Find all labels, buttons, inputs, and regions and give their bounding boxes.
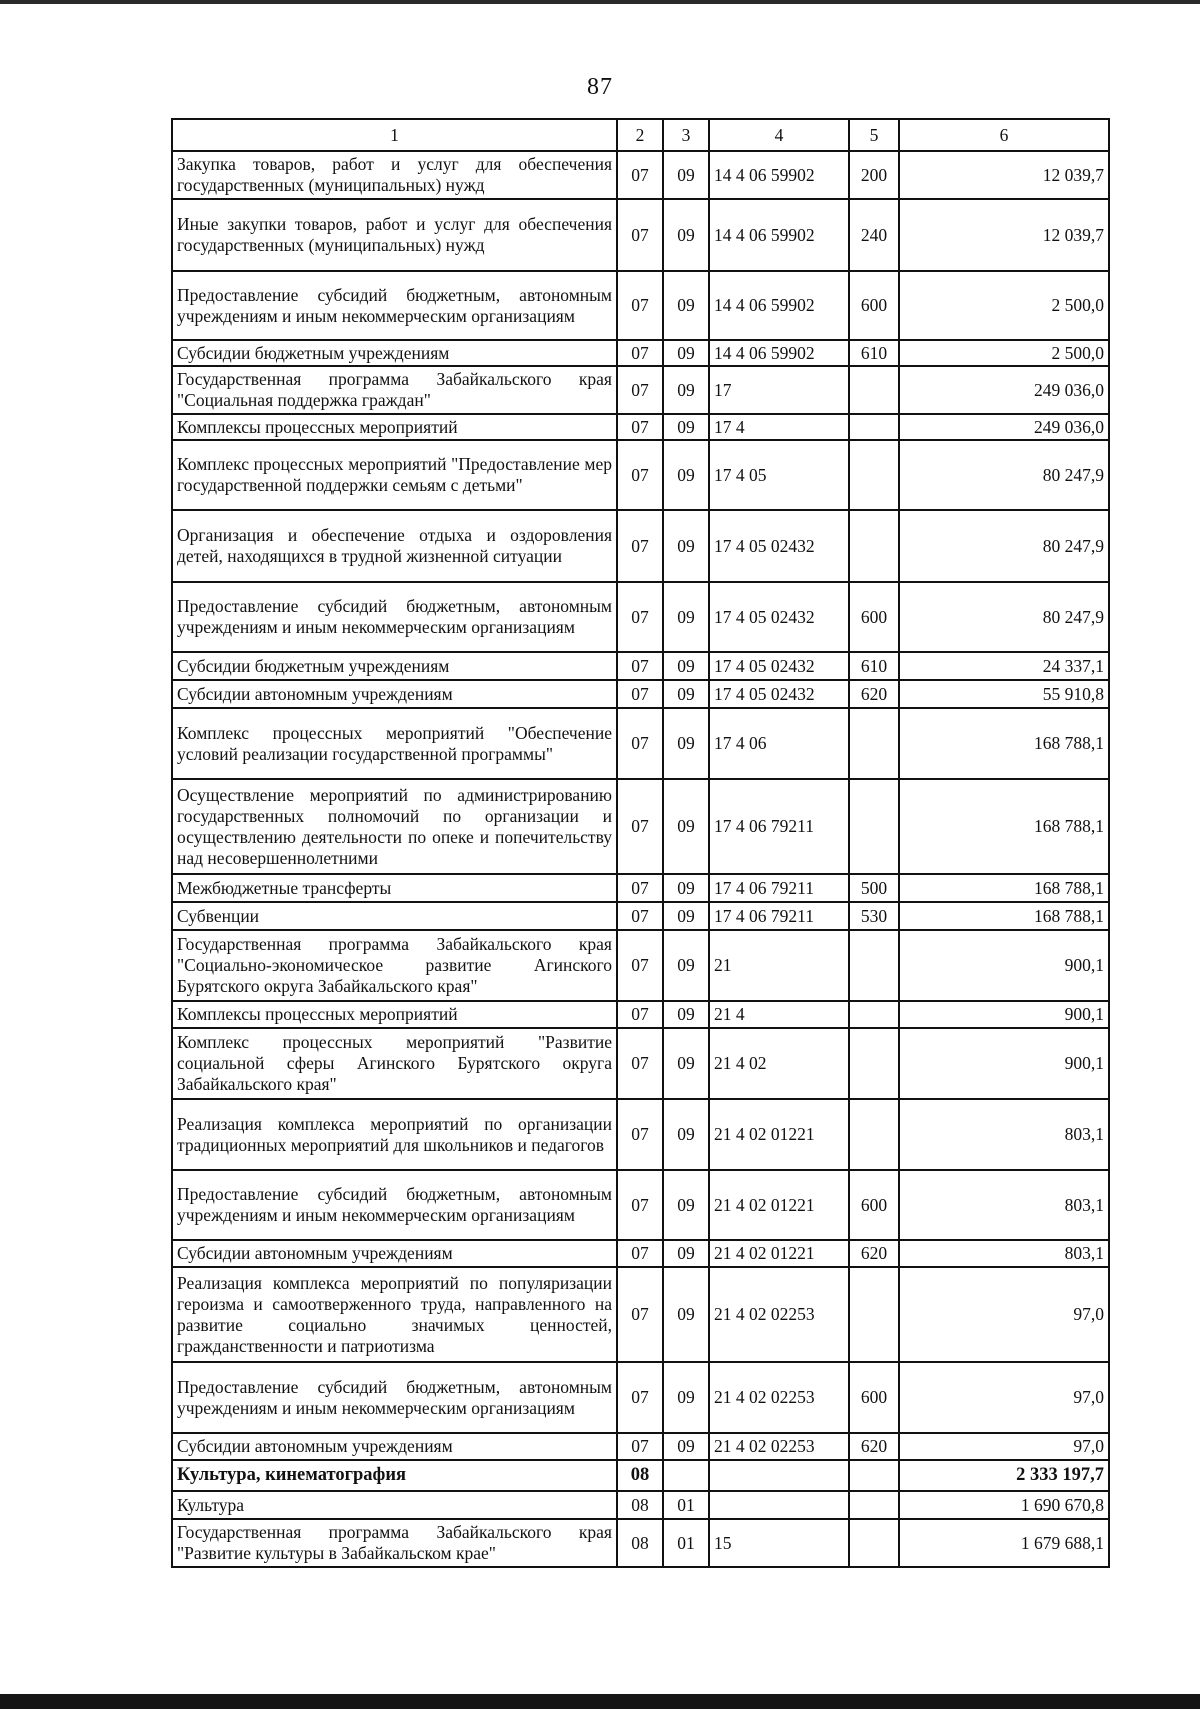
target-article-cell: 15 — [709, 1519, 849, 1567]
amount-cell: 249 036,0 — [899, 414, 1109, 440]
target-article-cell: 17 4 06 79211 — [709, 779, 849, 874]
table-row — [172, 779, 1109, 874]
expense-type-cell: 600 — [849, 271, 899, 340]
amount-cell: 1 679 688,1 — [899, 1519, 1109, 1567]
expense-type-cell: 530 — [849, 902, 899, 930]
expense-type-cell — [849, 1519, 899, 1567]
expense-type-cell: 500 — [849, 874, 899, 902]
amount-cell: 168 788,1 — [899, 902, 1109, 930]
amount-cell: 24 337,1 — [899, 652, 1109, 680]
subsection-cell: 09 — [663, 582, 709, 652]
subsection-cell: 09 — [663, 366, 709, 414]
table-row — [172, 652, 1109, 680]
row-name-cell: Предоставление субсидий бюджетным, автономным учреждениям и иным некоммерческим организациям — [172, 1362, 617, 1433]
section-cell: 07 — [617, 340, 663, 366]
row-name-cell: Культура — [172, 1491, 617, 1519]
amount-cell: 803,1 — [899, 1099, 1109, 1170]
target-article-cell: 14 4 06 59902 — [709, 340, 849, 366]
target-article-cell: 17 4 05 02432 — [709, 680, 849, 708]
section-cell: 07 — [617, 1170, 663, 1240]
row-name-cell: Государственная программа Забайкальского края "Социальная поддержка граждан" — [172, 366, 617, 414]
table-row — [172, 1491, 1109, 1519]
section-cell: 07 — [617, 708, 663, 779]
subsection-cell: 09 — [663, 1001, 709, 1028]
table-row — [172, 1433, 1109, 1460]
budget-table — [171, 118, 1110, 1568]
expense-type-cell — [849, 414, 899, 440]
amount-cell: 249 036,0 — [899, 366, 1109, 414]
row-name-cell: Предоставление субсидий бюджетным, автономным учреждениям и иным некоммерческим организациям — [172, 1170, 617, 1240]
subsection-cell: 09 — [663, 708, 709, 779]
row-name-cell: Государственная программа Забайкальского края "Социально-экономическое развитие Агинского Бурятского округа Забайкальского края" — [172, 930, 617, 1001]
subsection-cell: 09 — [663, 874, 709, 902]
bottom-scan-edge — [0, 1694, 1200, 1709]
page-number: 87 — [587, 74, 613, 100]
header-cell: 6 — [899, 119, 1109, 151]
section-cell: 07 — [617, 680, 663, 708]
amount-cell: 55 910,8 — [899, 680, 1109, 708]
subsection-cell: 09 — [663, 199, 709, 271]
subsection-cell: 01 — [663, 1519, 709, 1567]
header-cell: 5 — [849, 119, 899, 151]
row-name-cell: Субсидии автономным учреждениям — [172, 680, 617, 708]
table-row — [172, 1001, 1109, 1028]
row-name-cell: Субсидии бюджетным учреждениям — [172, 340, 617, 366]
amount-cell: 900,1 — [899, 1001, 1109, 1028]
table-row — [172, 510, 1109, 582]
section-cell: 07 — [617, 652, 663, 680]
table-row — [172, 874, 1109, 902]
subsection-cell: 09 — [663, 414, 709, 440]
subsection-cell: 01 — [663, 1491, 709, 1519]
header-cell: 2 — [617, 119, 663, 151]
table-row — [172, 414, 1109, 440]
expense-type-cell: 610 — [849, 652, 899, 680]
target-article-cell — [709, 1460, 849, 1491]
table-row — [172, 271, 1109, 340]
target-article-cell: 14 4 06 59902 — [709, 271, 849, 340]
amount-cell: 80 247,9 — [899, 440, 1109, 510]
expense-type-cell — [849, 1460, 899, 1491]
expense-type-cell: 610 — [849, 340, 899, 366]
section-cell: 07 — [617, 271, 663, 340]
expense-type-cell — [849, 930, 899, 1001]
table-row — [172, 1460, 1109, 1491]
target-article-cell: 21 4 02 01221 — [709, 1099, 849, 1170]
amount-cell: 168 788,1 — [899, 708, 1109, 779]
table-row — [172, 708, 1109, 779]
section-cell: 08 — [617, 1460, 663, 1491]
expense-type-cell: 600 — [849, 1362, 899, 1433]
table-row — [172, 1240, 1109, 1267]
row-name-cell: Осуществление мероприятий по администрированию государственных полномочий по организации и осуществлению деятельности по опеке и попечительству над несовершеннолетними — [172, 779, 617, 874]
row-name-cell: Культура, кинематография — [172, 1460, 617, 1491]
amount-cell: 803,1 — [899, 1170, 1109, 1240]
target-article-cell — [709, 1491, 849, 1519]
subsection-cell: 09 — [663, 680, 709, 708]
row-name-cell: Межбюджетные трансферты — [172, 874, 617, 902]
section-cell: 07 — [617, 1267, 663, 1362]
row-name-cell: Организация и обеспечение отдыха и оздоровления детей, находящихся в трудной жизненной ситуации — [172, 510, 617, 582]
target-article-cell: 17 4 06 79211 — [709, 874, 849, 902]
target-article-cell: 17 4 05 02432 — [709, 510, 849, 582]
subsection-cell: 09 — [663, 779, 709, 874]
expense-type-cell — [849, 510, 899, 582]
subsection-cell: 09 — [663, 151, 709, 199]
table-row — [172, 1267, 1109, 1362]
top-scan-edge — [0, 0, 1200, 4]
section-cell: 07 — [617, 1028, 663, 1099]
row-name-cell: Субвенции — [172, 902, 617, 930]
target-article-cell: 21 4 02 — [709, 1028, 849, 1099]
section-cell: 07 — [617, 1240, 663, 1267]
expense-type-cell — [849, 1491, 899, 1519]
target-article-cell: 17 4 06 — [709, 708, 849, 779]
table-row — [172, 151, 1109, 199]
target-article-cell: 17 — [709, 366, 849, 414]
table-row — [172, 1028, 1109, 1099]
amount-cell: 2 333 197,7 — [899, 1460, 1109, 1491]
expense-type-cell — [849, 1001, 899, 1028]
target-article-cell: 14 4 06 59902 — [709, 199, 849, 271]
target-article-cell: 17 4 — [709, 414, 849, 440]
target-article-cell: 21 4 02 02253 — [709, 1433, 849, 1460]
amount-cell: 97,0 — [899, 1267, 1109, 1362]
amount-cell: 900,1 — [899, 1028, 1109, 1099]
table-row — [172, 902, 1109, 930]
row-name-cell: Реализация комплекса мероприятий по популяризации героизма и самоотверженного труда, направленного на развитие социально значимых ценностей, гражданственности и патриотизма — [172, 1267, 617, 1362]
subsection-cell: 09 — [663, 1099, 709, 1170]
subsection-cell: 09 — [663, 440, 709, 510]
subsection-cell: 09 — [663, 1267, 709, 1362]
table-row — [172, 1362, 1109, 1433]
table-row — [172, 1170, 1109, 1240]
amount-cell: 1 690 670,8 — [899, 1491, 1109, 1519]
section-cell: 07 — [617, 874, 663, 902]
target-article-cell: 21 4 02 01221 — [709, 1240, 849, 1267]
subsection-cell: 09 — [663, 652, 709, 680]
row-name-cell: Комплекс процессных мероприятий "Обеспечение условий реализации государственной программы" — [172, 708, 617, 779]
expense-type-cell — [849, 1267, 899, 1362]
section-cell: 08 — [617, 1491, 663, 1519]
amount-cell: 2 500,0 — [899, 271, 1109, 340]
row-name-cell: Иные закупки товаров, работ и услуг для обеспечения государственных (муниципальных) нужд — [172, 199, 617, 271]
table-row — [172, 582, 1109, 652]
expense-type-cell: 200 — [849, 151, 899, 199]
subsection-cell: 09 — [663, 1433, 709, 1460]
row-name-cell: Предоставление субсидий бюджетным, автономным учреждениям и иным некоммерческим организациям — [172, 271, 617, 340]
expense-type-cell: 620 — [849, 1433, 899, 1460]
target-article-cell: 21 4 02 02253 — [709, 1267, 849, 1362]
row-name-cell: Реализация комплекса мероприятий по организации традиционных мероприятий для школьников и педагогов — [172, 1099, 617, 1170]
expense-type-cell: 600 — [849, 1170, 899, 1240]
section-cell: 07 — [617, 366, 663, 414]
expense-type-cell: 240 — [849, 199, 899, 271]
amount-cell: 12 039,7 — [899, 151, 1109, 199]
section-cell: 08 — [617, 1519, 663, 1567]
table-row — [172, 680, 1109, 708]
table-row — [172, 366, 1109, 414]
section-cell: 07 — [617, 151, 663, 199]
target-article-cell: 17 4 05 02432 — [709, 582, 849, 652]
target-article-cell: 21 4 — [709, 1001, 849, 1028]
subsection-cell: 09 — [663, 1028, 709, 1099]
row-name-cell: Комплексы процессных мероприятий — [172, 1001, 617, 1028]
target-article-cell: 17 4 05 — [709, 440, 849, 510]
amount-cell: 12 039,7 — [899, 199, 1109, 271]
section-cell: 07 — [617, 1362, 663, 1433]
header-cell: 1 — [172, 119, 617, 151]
table-row — [172, 440, 1109, 510]
section-cell: 07 — [617, 199, 663, 271]
section-cell: 07 — [617, 779, 663, 874]
subsection-cell: 09 — [663, 930, 709, 1001]
amount-cell: 168 788,1 — [899, 779, 1109, 874]
row-name-cell: Комплекс процессных мероприятий "Развитие социальной сферы Агинского Бурятского округа Забайкальского края" — [172, 1028, 617, 1099]
section-cell: 07 — [617, 902, 663, 930]
expense-type-cell — [849, 366, 899, 414]
subsection-cell: 09 — [663, 902, 709, 930]
section-cell: 07 — [617, 1001, 663, 1028]
subsection-cell: 09 — [663, 1362, 709, 1433]
amount-cell: 168 788,1 — [899, 874, 1109, 902]
header-cell: 4 — [709, 119, 849, 151]
subsection-cell: 09 — [663, 510, 709, 582]
table-row — [172, 340, 1109, 366]
amount-cell: 97,0 — [899, 1433, 1109, 1460]
expense-type-cell: 600 — [849, 582, 899, 652]
section-cell: 07 — [617, 1433, 663, 1460]
subsection-cell: 09 — [663, 1240, 709, 1267]
row-name-cell: Субсидии автономным учреждениям — [172, 1433, 617, 1460]
table-row — [172, 1099, 1109, 1170]
expense-type-cell: 620 — [849, 1240, 899, 1267]
target-article-cell: 14 4 06 59902 — [709, 151, 849, 199]
expense-type-cell — [849, 779, 899, 874]
expense-type-cell: 620 — [849, 680, 899, 708]
target-article-cell: 17 4 06 79211 — [709, 902, 849, 930]
target-article-cell: 21 4 02 01221 — [709, 1170, 849, 1240]
expense-type-cell — [849, 1028, 899, 1099]
section-cell: 07 — [617, 1099, 663, 1170]
amount-cell: 97,0 — [899, 1362, 1109, 1433]
row-name-cell: Субсидии автономным учреждениям — [172, 1240, 617, 1267]
section-cell: 07 — [617, 414, 663, 440]
amount-cell: 80 247,9 — [899, 582, 1109, 652]
expense-type-cell — [849, 440, 899, 510]
table-row — [172, 930, 1109, 1001]
amount-cell: 80 247,9 — [899, 510, 1109, 582]
subsection-cell: 09 — [663, 340, 709, 366]
subsection-cell — [663, 1460, 709, 1491]
amount-cell: 2 500,0 — [899, 340, 1109, 366]
table-row — [172, 1519, 1109, 1567]
target-article-cell: 17 4 05 02432 — [709, 652, 849, 680]
amount-cell: 900,1 — [899, 930, 1109, 1001]
header-cell: 3 — [663, 119, 709, 151]
section-cell: 07 — [617, 440, 663, 510]
subsection-cell: 09 — [663, 271, 709, 340]
section-cell: 07 — [617, 510, 663, 582]
row-name-cell: Комплекс процессных мероприятий "Предоставление мер государственной поддержки семьям с детьми" — [172, 440, 617, 510]
amount-cell: 803,1 — [899, 1240, 1109, 1267]
row-name-cell: Предоставление субсидий бюджетным, автономным учреждениям и иным некоммерческим организациям — [172, 582, 617, 652]
row-name-cell: Государственная программа Забайкальского края "Развитие культуры в Забайкальском крае" — [172, 1519, 617, 1567]
expense-type-cell — [849, 1099, 899, 1170]
subsection-cell: 09 — [663, 1170, 709, 1240]
row-name-cell: Закупка товаров, работ и услуг для обеспечения государственных (муниципальных) нужд — [172, 151, 617, 199]
table-row — [172, 199, 1109, 271]
expense-type-cell — [849, 708, 899, 779]
row-name-cell: Субсидии бюджетным учреждениям — [172, 652, 617, 680]
header-row — [172, 119, 1109, 151]
section-cell: 07 — [617, 930, 663, 1001]
row-name-cell: Комплексы процессных мероприятий — [172, 414, 617, 440]
section-cell: 07 — [617, 582, 663, 652]
target-article-cell: 21 — [709, 930, 849, 1001]
target-article-cell: 21 4 02 02253 — [709, 1362, 849, 1433]
